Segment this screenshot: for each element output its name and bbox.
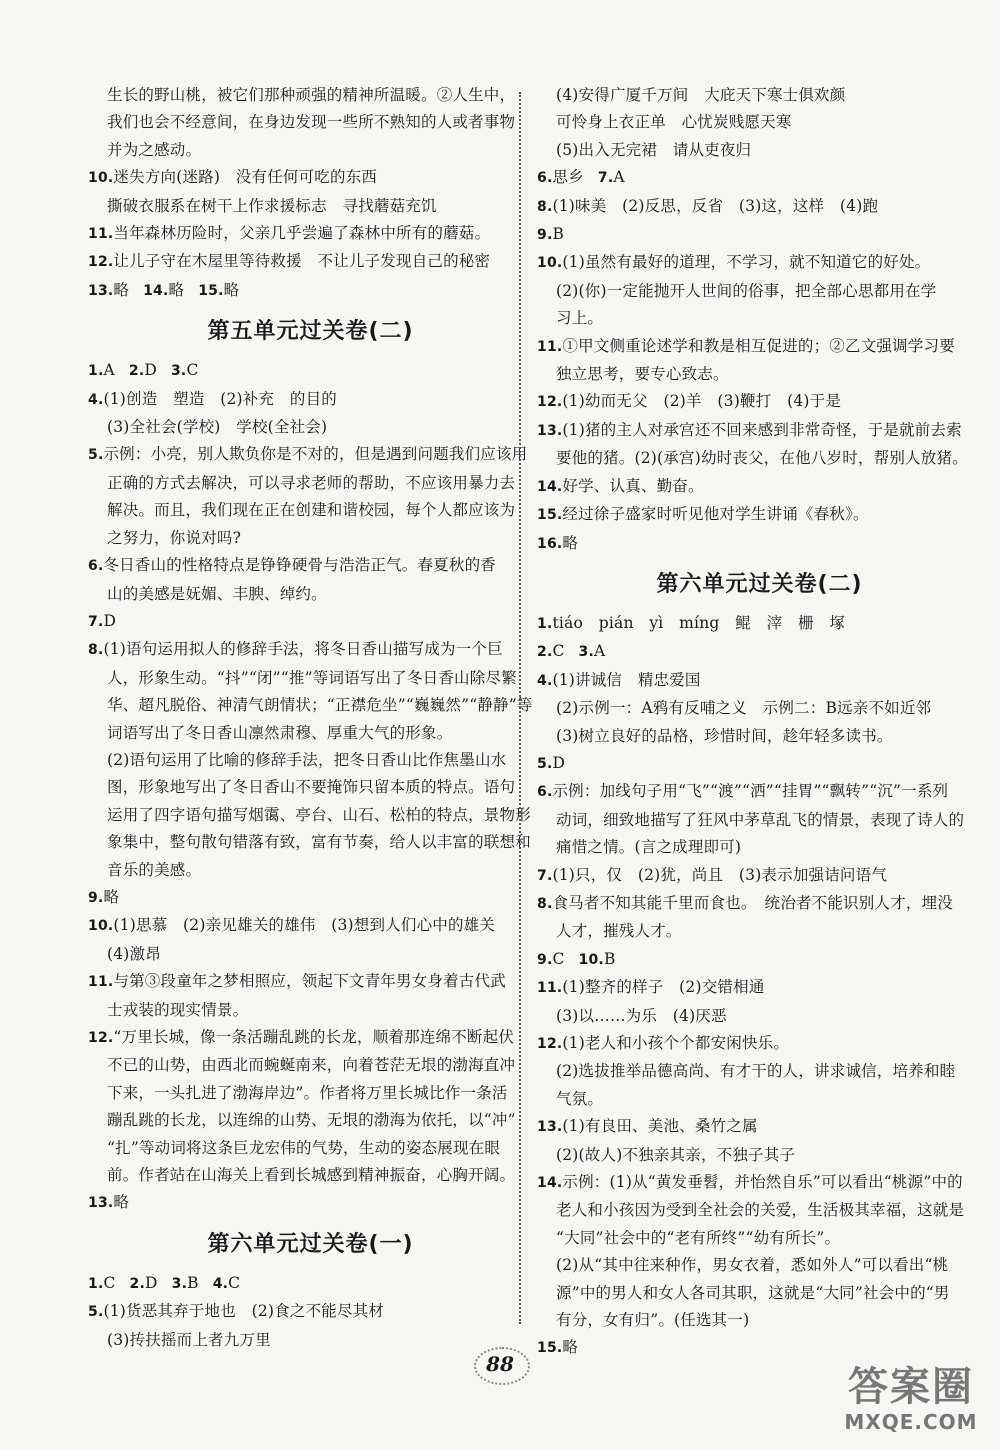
question-number: 5.: [88, 1304, 104, 1321]
answer-line: (3)抟扶摇而上者九万里: [107, 1330, 271, 1349]
answer-text: 冬日香山的性格特点是铮铮硬骨与浩浩正气。春夏秋的香: [103, 556, 496, 575]
answer-text: 示例：小亮，别人欺负你是不对的，但是遇到问题我们应该用: [103, 445, 528, 464]
answer-item: [88, 1024, 533, 1052]
answer-item: [537, 974, 982, 1002]
answer-item: [537, 1030, 982, 1058]
answer-text: D: [145, 1273, 158, 1292]
answer-item-group: [88, 277, 533, 305]
question-number: 11.: [537, 980, 563, 997]
answer-item: [88, 164, 533, 192]
answer-item: [88, 1189, 533, 1217]
answer-line: (2)选拔推举品德高尚、有才干的人，讲求诚信，培养和睦: [556, 1062, 956, 1081]
answer-item: [537, 193, 982, 221]
answer-text: (1)有良田、美池、桑竹之属: [562, 1117, 758, 1136]
answer-item: [537, 890, 982, 918]
answer-item: [537, 221, 982, 249]
answer-line: (3)树立良好的品格，珍惜时间，趁年轻多读书。: [556, 726, 893, 745]
answer-text: 让儿子守在木屋里等待救援 不让儿子发现自己的秘密: [113, 252, 491, 271]
answer-item: [537, 249, 982, 277]
question-number: 2.: [128, 363, 145, 380]
section-heading: 第五单元过关卷(二): [207, 319, 414, 345]
answer-segment: [130, 1274, 158, 1292]
answer-line: 正确的方式去解决，可以寻求老师的帮助，不应该用暴力去: [107, 473, 516, 492]
answer-line: 老人和小孩因为受到全社会的关爱，生活极其幸福，这就是: [556, 1201, 965, 1220]
answer-text: (1)创造 塑造 (2)补充 的目的: [103, 389, 337, 408]
answer-text: C: [552, 949, 565, 968]
answer-item: [537, 417, 982, 445]
answer-line: 有分，女有归”。(任选其一): [556, 1311, 750, 1330]
answer-item: [88, 884, 533, 912]
answer-line: (2)示例一：A鸦有反哺之义 示例二：B远亲不如近邻: [556, 699, 932, 718]
question-number: 12.: [537, 394, 563, 411]
question-number: 13.: [537, 422, 563, 439]
answer-text: 好学、认真、勤奋。: [562, 476, 704, 495]
question-number: 2.: [537, 644, 553, 661]
question-number: 7.: [597, 170, 614, 187]
answer-item: [537, 610, 982, 638]
question-number: 13.: [88, 1195, 114, 1212]
question-number: 8.: [537, 198, 553, 215]
answer-line: (2)语句运用了比喻的修辞手法，把冬日香山比作焦墨山水: [107, 750, 507, 769]
answer-item: [537, 333, 982, 361]
question-number: 6.: [88, 558, 104, 575]
answer-text: (1)虽然有最好的道理，不学习，就不知道它的好处。: [562, 253, 931, 272]
answer-text: D: [103, 611, 117, 630]
answer-segment: [537, 642, 565, 660]
answer-item: [537, 1169, 982, 1197]
answer-text: 略: [103, 887, 120, 906]
answer-line: 并为之感动。: [107, 140, 202, 159]
answer-item: [537, 750, 982, 778]
answer-segment: [88, 281, 129, 299]
answer-line: 前。作者站在山海关上看到长城感到精神振奋，心胸开阔。: [107, 1166, 516, 1185]
page-number: [470, 1345, 530, 1383]
question-number: 1.: [88, 1275, 104, 1292]
answer-item-group: [537, 946, 982, 974]
question-number: 9.: [88, 889, 104, 906]
answer-item: [88, 912, 533, 940]
answer-line: 山的美感是妩媚、丰腴、绰约。: [107, 584, 327, 603]
answer-line: 撕破衣服系在树干上作求援标志 寻找蘑菇充饥: [107, 196, 437, 215]
answer-item-group: [88, 1270, 533, 1298]
answer-item: [88, 1298, 533, 1326]
answer-text: C: [103, 1273, 116, 1292]
answer-text: (1)猪的主人对承宫还不回来感到非常奇怪，于是就前去索: [562, 420, 962, 439]
answer-line: 独立思考，要专心致志。: [556, 365, 729, 384]
question-number: 6.: [537, 784, 553, 801]
answer-item: [88, 248, 533, 276]
answer-item-group: [537, 164, 982, 192]
answer-text: (1)味美 (2)反思，反省 (3)这，这样 (4)跑: [552, 196, 879, 215]
answer-line: 气氛。: [556, 1089, 604, 1108]
answer-text: 略: [113, 280, 130, 299]
answer-item-group: [88, 357, 533, 385]
answer-text: D: [552, 753, 566, 772]
answer-item: [537, 1113, 982, 1141]
answer-line: 词语写出了冬日香山凛然肃穆、厚重大气的形象。: [107, 723, 453, 742]
answer-item: [88, 636, 533, 664]
question-number: 4.: [537, 672, 553, 689]
question-number: 11.: [88, 226, 114, 243]
answer-text: 当年森林历险时，父亲几乎尝遍了森林中所有的蘑菇。: [113, 224, 491, 243]
question-number: 4.: [88, 391, 104, 408]
question-number: 9.: [537, 227, 553, 244]
question-number: 15.: [537, 507, 563, 524]
question-number: 3.: [170, 363, 187, 380]
answer-line: (2)从“其中往来种作，男女衣着，悉如外人”可以看出“桃: [556, 1256, 949, 1275]
answer-item: [88, 552, 533, 580]
question-number: 6.: [537, 170, 553, 187]
answer-text: (1)语句运用拟人的修辞手法，将冬日香山描写成为一个巨: [103, 640, 503, 659]
answer-line: 人，形象生动。“抖”“闭”“推”等词语写出了冬日香山除尽繁: [107, 668, 517, 687]
answer-item: [537, 501, 982, 529]
answer-segment: [213, 1274, 241, 1292]
answer-text: 与第③段童年之梦相照应，领起下文青年男女身着古代武: [113, 972, 506, 991]
answer-line: 不已的山势，由西北而蜿蜒南来，向着苍茫无垠的渤海直冲: [107, 1056, 516, 1075]
answer-text: B: [187, 1273, 199, 1292]
answer-line: (3)以……为乐 (4)厌恶: [556, 1006, 727, 1025]
watermark-logo: [836, 1364, 986, 1444]
answer-line: (2)(你)一定能抛开人世间的俗事，把全部心思都用在学: [556, 281, 937, 300]
answer-item: [537, 1334, 982, 1362]
answer-line: 我们也会不经意间，在身边发现一些所不熟知的人或者事物: [107, 113, 516, 132]
question-number: 8.: [537, 895, 553, 912]
question-number: 7.: [537, 867, 553, 884]
question-number: 1.: [537, 615, 553, 632]
answer-segment: [171, 361, 199, 379]
right-column: [537, 82, 982, 1363]
section-heading: 第六单元过关卷(二): [656, 571, 863, 597]
answer-item: [88, 968, 533, 996]
answer-text: (1)讲诚信 精忠爱国: [552, 670, 701, 689]
answer-segment: [579, 642, 606, 660]
answer-item: [537, 388, 982, 416]
answer-text: 食马者不知其能千里而食也。 统治者不能识别人才，埋没: [552, 893, 953, 912]
answer-item: [537, 473, 982, 501]
answer-text: 示例：加线句子用“飞”“渡”“洒”“挂胃”“飘转”“沉”一系列: [552, 782, 949, 801]
question-number: 2.: [129, 1275, 145, 1292]
answer-item: [537, 667, 982, 695]
question-number: 15.: [198, 282, 224, 299]
answer-text: (1)幼而无父 (2)羊 (3)鞭打 (4)于是: [562, 392, 842, 411]
answer-text: (1)老人和小孩个个都安闲快乐。: [562, 1034, 790, 1052]
question-number: 14.: [537, 1175, 563, 1192]
question-number: 9.: [537, 951, 553, 968]
answer-text: (1)只，仅 (2)犹，尚且 (3)表示加强诘问语气: [552, 865, 888, 884]
answer-line: 动词，细致地描写了狂风中茅草乱飞的情景，表现了诗人的: [556, 810, 965, 829]
answer-item: [88, 441, 533, 469]
answer-text: C: [552, 642, 565, 661]
answer-segment: [537, 950, 565, 968]
question-number: 16.: [537, 535, 563, 552]
answer-item: [537, 530, 982, 558]
answer-line: 人才，摧残人才。: [556, 922, 682, 941]
answer-text: C: [186, 361, 199, 380]
answer-text: 略: [168, 280, 185, 299]
left-column: [88, 82, 533, 1354]
answer-text: 略: [223, 280, 240, 299]
answer-segment: [88, 361, 115, 379]
question-number: 4.: [212, 1275, 229, 1292]
answer-segment: [537, 168, 584, 186]
answer-line: 源”中的男人和女人各司其职，这就是“大同”社会中的“男: [556, 1283, 950, 1302]
answer-line: (2)(故人)不独亲其亲，不独子其子: [556, 1145, 796, 1164]
answer-segment: [198, 281, 239, 299]
answer-text: ①甲文侧重论述学和教是相互促进的；②乙文强调学习要: [562, 336, 955, 355]
answer-line: 痛惜之情。(言之成理即可): [556, 838, 742, 857]
page-number-text: 88: [486, 1352, 514, 1376]
answer-segment: [172, 1274, 199, 1292]
answer-text: tiáo pián yì míng 鲲 滓 栅 塚: [552, 613, 846, 632]
answer-text: 思乡: [552, 168, 584, 187]
section-heading: 第六单元过关卷(一): [207, 1231, 414, 1257]
answer-text: B: [552, 225, 565, 244]
watermark-text: 答案圈: [848, 1364, 974, 1410]
answer-line: 习上。: [556, 309, 604, 328]
answer-text: 略: [562, 1338, 579, 1357]
answer-line: 要他的猪。(2)(承宫)幼时丧父，在他八岁时，帮别人放猪。: [556, 449, 968, 468]
answer-line: 士戎装的现实情景。: [107, 1000, 249, 1019]
answer-line: “扎”等动词将这条巨龙宏伟的气势，生动的姿态展现在眼: [107, 1138, 501, 1157]
answer-item: [88, 608, 533, 636]
answer-line: “大同”社会中的“老有所终”“幼有所长”。: [556, 1228, 841, 1247]
answer-line: 象集中，整句散句错落有致，富有节奏，给人以丰富的联想和: [107, 833, 531, 852]
answer-line: 音乐的美感。: [107, 860, 202, 879]
answer-text: 经过徐子盛家时听见他对学生讲诵《春秋》。: [562, 505, 869, 524]
question-number: 1.: [88, 363, 104, 380]
answer-text: 迷失方向(迷路) 没有任何可吃的东西: [113, 168, 378, 187]
question-number: 10.: [88, 918, 114, 935]
question-number: 5.: [537, 755, 553, 772]
question-number: 15.: [537, 1340, 563, 1357]
question-number: 8.: [88, 642, 104, 659]
question-number: 5.: [88, 447, 104, 464]
answer-line: 下来，一头扎进了渤海岸边”。作者将万里长城比作一条活: [107, 1083, 508, 1102]
answer-line: (4)安得广厦千万间 大庇天下寒士俱欢颜: [556, 86, 846, 104]
answer-text: A: [103, 361, 115, 380]
answer-item: [88, 220, 533, 248]
answer-text: A: [613, 168, 625, 187]
question-number: 11.: [537, 338, 563, 355]
column-divider: [519, 92, 521, 1324]
answer-line: 图，形象地写出了冬日香山不要掩饰只留本质的特点。语句: [107, 778, 516, 797]
answer-text: (1)货恶其弃于地也 (2)食之不能尽其材: [103, 1302, 385, 1321]
answer-segment: [598, 168, 625, 186]
answer-item: [537, 778, 982, 806]
answer-text: 略: [562, 533, 579, 552]
question-number: 11.: [88, 974, 114, 991]
question-number: 10.: [88, 170, 114, 187]
answer-line: (5)出入无完裙 请从吏夜归: [556, 140, 752, 159]
answer-text: C: [228, 1273, 241, 1292]
question-number: 14.: [143, 282, 169, 299]
answer-line: (3)全社会(学校) 学校(全社会): [107, 418, 328, 437]
answer-segment: [88, 1274, 116, 1292]
question-number: 13.: [88, 282, 114, 299]
question-number: 7.: [88, 613, 104, 630]
answer-text: 示例：(1)从“黄发垂髫，并怡然自乐”可以看出“桃源”中的: [562, 1173, 963, 1192]
answer-text: 略: [113, 1193, 130, 1212]
question-number: 12.: [88, 1030, 114, 1046]
answer-item: [88, 386, 533, 414]
question-number: 14.: [537, 478, 563, 495]
answer-line: 可怜身上衣正单 心忧炭贱愿天寒: [556, 113, 792, 132]
answer-line: 运用了四字语句描写烟霭、亭台、山石、松柏的特点，景物形: [107, 805, 531, 824]
answer-line: 华、超凡脱俗、神清气朗情状；“正襟危坐”“巍巍然”“静静”等: [107, 696, 533, 715]
question-number: 3.: [578, 644, 594, 661]
answer-text: D: [144, 361, 157, 380]
answer-text: (1)整齐的样子 (2)交错相通: [562, 978, 765, 997]
answer-segment: [579, 950, 616, 968]
question-number: 12.: [537, 1036, 563, 1052]
question-number: 10.: [537, 255, 563, 272]
answer-line: 解决。而且，我们现在正在创建和谐校园，每个人都应该为: [107, 501, 516, 520]
answer-line: (4)激昂: [107, 944, 161, 963]
answer-text: B: [603, 949, 616, 968]
answer-text: A: [594, 642, 606, 661]
question-number: 13.: [537, 1119, 563, 1136]
answer-line: 生长的野山桃，被它们那种顽强的精神所温暖。②人生中，: [107, 86, 516, 104]
watermark-domain: MXQE.COM: [844, 1410, 978, 1434]
answer-text: (1)思慕 (2)亲见雄关的雄伟 (3)想到人们心中的雄关: [113, 916, 496, 935]
question-number: 10.: [578, 951, 604, 968]
page-number-ornament: [474, 1347, 530, 1385]
answer-item: [537, 862, 982, 890]
answer-item-group: [537, 638, 982, 666]
answer-line: 之努力，你说对吗?: [107, 528, 242, 547]
answer-segment: [129, 361, 157, 379]
question-number: 12.: [88, 254, 114, 271]
answer-text: “万里长城，像一条活蹦乱跳的长龙，顺着那连绵不断起伏: [113, 1028, 515, 1046]
answer-segment: [143, 281, 184, 299]
question-number: 3.: [171, 1275, 188, 1292]
answer-line: 蹦乱跳的长龙，以连绵的山势、无垠的渤海为依托，以“冲”: [107, 1111, 516, 1130]
